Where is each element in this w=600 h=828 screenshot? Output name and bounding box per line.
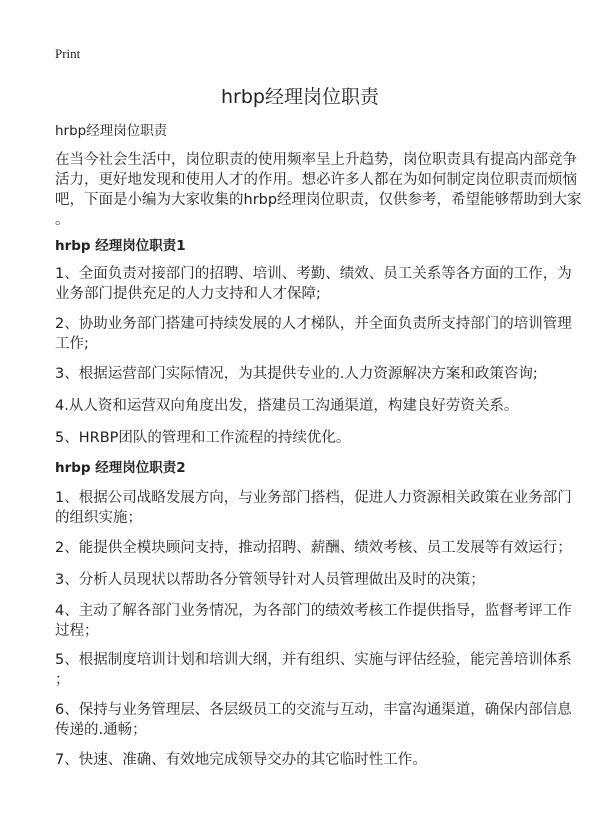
text-line: 6、保持与业务管理层、各层级员工的交流与互动，丰富沟通渠道，确保内部信息 [55, 702, 572, 718]
text-line: 工作; [55, 336, 89, 352]
text-line: 3、根据运营部门实际情况，为其提供专业的.人力资源解决方案和政策咨询; [55, 366, 538, 382]
text-line: 吧，下面是小编为大家收集的hrbp经理岗位职责，仅供参考，希望能够帮助到大家 [55, 192, 582, 208]
text-line: 3、分析人员现状以帮助各分管领导针对人员管理做出及时的决策； [55, 572, 485, 588]
text-line: 的组织实施； [55, 510, 142, 526]
text-line: 2、协助业务部门搭建可持续发展的人才梯队，并全面负责所支持部门的培训管理 [55, 316, 572, 332]
section2-heading: hrbp 经理岗位职责2 [55, 460, 186, 476]
text-line: 4.从人资和运营双向角度出发，搭建员工沟通渠道，构建良好劳资关系。 [55, 398, 519, 414]
text-line: 1、根据公司战略发展方向，与业务部门搭档，促进人力资源相关政策在业务部门 [55, 490, 572, 506]
text-line: 5、根据制度培训计划和培训大纲，并有组织、实施与评估经验，能完善培训体系 [55, 652, 572, 668]
text-line: 4、主动了解各部门业务情况，为各部门的绩效考核工作提供指导，监督考评工作 [55, 603, 572, 619]
text-line: 在当今社会生活中，岗位职责的使用频率呈上升趋势，岗位职责具有提高内部竞争 [55, 152, 577, 168]
print-label: Print [55, 46, 81, 61]
list-item [55, 264, 572, 304]
text-line: 2、能提供全模块顾问支持，推动招聘、薪酬、绩效考核、员工发展等有效运行； [55, 540, 572, 556]
list-item [55, 428, 565, 448]
section1-heading: hrbp 经理岗位职责1 [55, 238, 186, 254]
list-item [55, 750, 565, 770]
text-line: 。 [55, 212, 70, 228]
list-item [55, 570, 565, 590]
text-line: 7、快速、准确、有效地完成领导交办的其它临时性工作。 [55, 752, 427, 768]
list-item [55, 538, 572, 558]
list-item [55, 650, 572, 690]
page-title: hrbp经理岗位职责 [221, 86, 379, 108]
list-item [55, 364, 565, 384]
text-line: 过程； [55, 623, 99, 639]
list-item [55, 396, 565, 416]
list-item [55, 314, 572, 354]
list-item [55, 700, 572, 740]
text-line: 业务部门提供充足的人力支持和人才保障; [55, 286, 321, 302]
subtitle: hrbp经理岗位职责 [55, 123, 168, 139]
list-item [55, 601, 572, 641]
text-line: 传递的.通畅； [55, 722, 147, 738]
text-line: ； [55, 672, 70, 688]
text-line: 1、全面负责对接部门的招聘、培训、考勤、绩效、员工关系等各方面的工作，为 [55, 266, 572, 282]
list-item [55, 488, 572, 528]
intro-paragraph [55, 150, 582, 230]
text-line: 活力，更好地发现和使用人才的作用。想必许多人都在为如何制定岗位职责而烦恼 [55, 172, 577, 188]
text-line: 5、HRBP团队的管理和工作流程的持续优化。 [55, 430, 351, 446]
